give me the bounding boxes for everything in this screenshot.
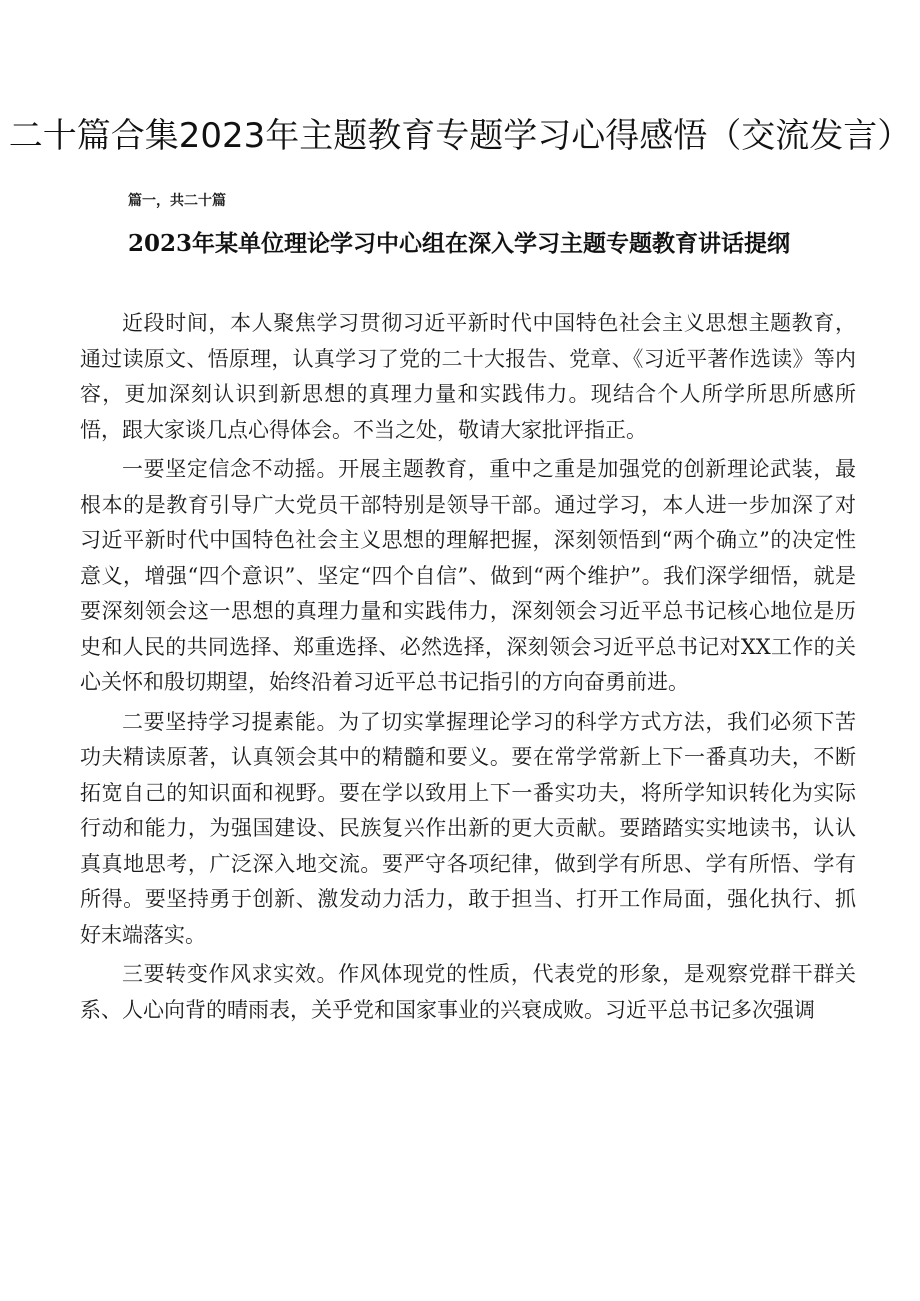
paragraph-lead: 三要转变作风求实效。 xyxy=(122,962,339,986)
section-label: 篇一，共二十篇 xyxy=(128,193,226,209)
document-title: 二十篇合集2023年主题教育专题学习心得感悟（交流发言） xyxy=(8,116,912,156)
paragraph-point-three xyxy=(80,957,856,1028)
document-body xyxy=(80,306,856,1028)
paragraph-lead: 二要坚持学习提素能。 xyxy=(122,709,339,734)
paragraph-text: 为了切实掌握理论学习的科学方式方法，我们必须下苦功夫精读原著，认真领会其中的精髓和要义。要在常学常新上下一番真功夫，不断拓宽自己的知识面和视野。要在学以致用上下一番实功夫，将所学知识转化为实际行动和能力，为强国建设、民族复兴作出新的更大贡献。要踏踏实实地读书，认认真真地思考，广泛深入地交流。要严守各项纪律，做到学有所思、学有所悟、学有所得。要坚持勇于创新、激发动力活力，敢于担当、打开工作局面，强化执行、抓好末端落实。 xyxy=(80,709,856,947)
speech-outline-title: 2023年某单位理论学习中心组在深入学习主题专题教育讲话提纲 xyxy=(128,230,791,257)
paragraph-lead: 一要坚定信念不动摇。 xyxy=(122,457,339,481)
paragraph-text: 开展主题教育，重中之重是加强党的创新理论武装，最根本的是教育引导广大党员干部特别是领导干部。通过学习，本人进一步加深了对习近平新时代中国特色社会主义思想的理解把握，深刻领悟到“两个确立”的决定性意义，增强“四个意识”、坚定“四个自信”、做到“两个维护”。我们深学细悟，就是要深刻领会这一思想的真理力量和实践伟力，深刻领会习近平总书记核心地位是历史和人民的共同选择、郑重选择、必然选择，深刻领会习近平总书记对XX工作的关心关怀和殷切期望，始终沿着习近平总书记指引的方向奋勇前进。 xyxy=(80,457,856,694)
paragraph-point-one xyxy=(80,452,856,701)
paragraph-point-two xyxy=(80,705,856,954)
paragraph-text: 近段时间，本人聚焦学习贯彻习近平新时代中国特色社会主义思想主题教育，通过读原文、悟原理，认真学习了党的二十大报告、党章、《习近平著作选读》等内容，更加深刻认识到新思想的真理力量和实践伟力。现结合个人所学所思所感所悟，跟大家谈几点心得体会。不当之处，敬请大家批评指正。 xyxy=(80,311,856,442)
paragraph-text: 作风体现党的性质，代表党的形象，是观察党群干群关系、人心向背的晴雨表，关乎党和国家事业的兴衰成败。习近平总书记多次强调 xyxy=(80,962,856,1022)
paragraph-intro xyxy=(80,306,856,448)
